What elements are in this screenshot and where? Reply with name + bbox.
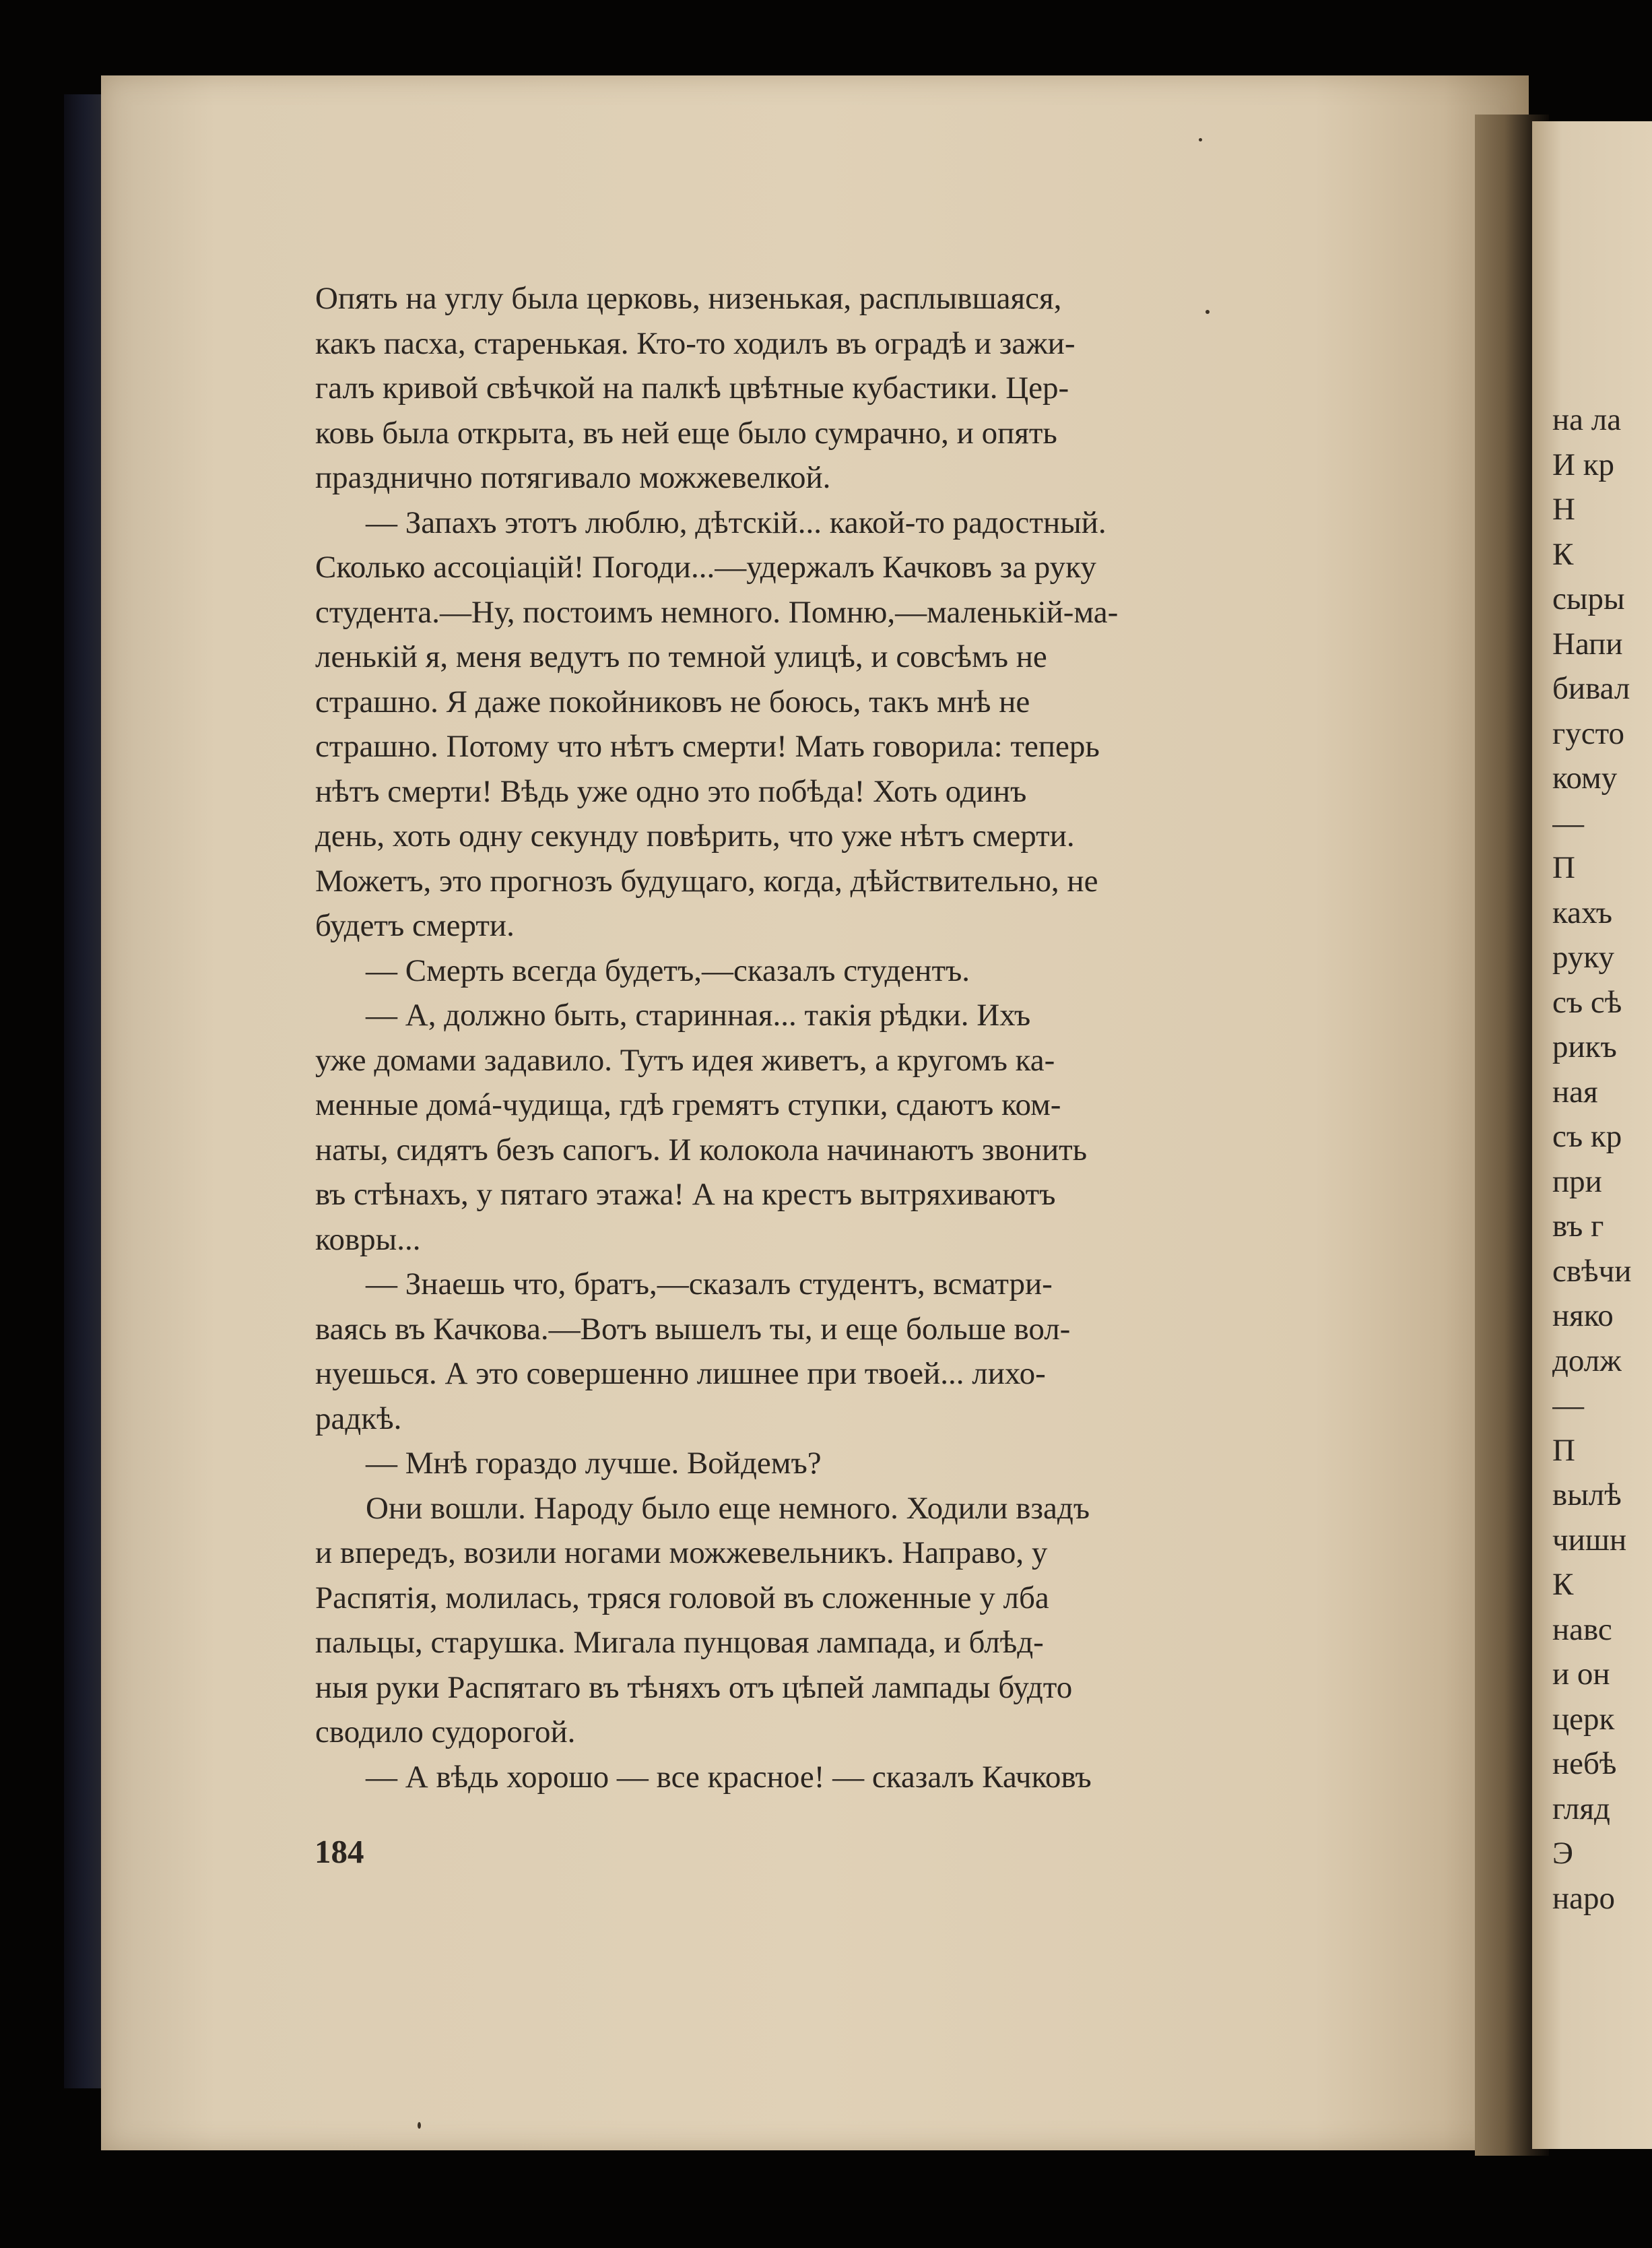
text-line: Они вошли. Народу было еще немного. Ходили взадъ — [366, 1490, 1090, 1526]
facing-text-line: И кр — [1552, 447, 1615, 482]
facing-text-line: рикъ — [1552, 1029, 1617, 1064]
facing-text-line: въ г — [1552, 1209, 1604, 1244]
facing-text-line: сыры — [1552, 581, 1625, 616]
text-line: Распятія, молилась, тряся головой въ сложенные у лба — [315, 1580, 1049, 1615]
facing-text-line: долж — [1552, 1343, 1622, 1378]
text-line: студента.—Ну, постоимъ немного. Помню,—маленькій-ма- — [315, 594, 1119, 630]
page-number: 184 — [315, 1833, 364, 1870]
facing-text-line: К — [1552, 536, 1574, 572]
facing-text-line: вылѣ — [1552, 1477, 1622, 1512]
text-line: ленькій я, меня ведутъ по темной улицѣ, и совсѣмъ не — [315, 639, 1047, 674]
facing-text-line: бивал — [1552, 671, 1630, 706]
paper-speck — [418, 2122, 421, 2129]
facing-text-line: К — [1552, 1567, 1574, 1602]
text-line: радкѣ. — [315, 1401, 402, 1436]
paper-speck — [1199, 138, 1202, 141]
facing-text-line: ная — [1552, 1074, 1598, 1110]
text-line: день, хоть одну секунду повѣрить, что уже нѣтъ смерти. — [315, 818, 1075, 854]
facing-text-line: при — [1552, 1163, 1602, 1199]
text-line: въ стѣнахъ, у пятаго этажа! А на крестъ вытряхиваютъ — [315, 1177, 1056, 1212]
facing-text-line: кахъ — [1552, 895, 1612, 930]
facing-text-line: гляд — [1552, 1791, 1610, 1826]
facing-text-line: П — [1552, 1432, 1575, 1468]
facing-text-line: чишн — [1552, 1522, 1627, 1557]
text-line: Можетъ, это прогнозъ будущаго, когда, дѣйствительно, не — [315, 863, 1098, 899]
facing-text-line: П — [1552, 850, 1575, 885]
facing-text-line: Э — [1552, 1836, 1574, 1871]
text-line: — Мнѣ гораздо лучше. Войдемъ? — [366, 1446, 822, 1481]
text-line: Сколько ассоціацій! Погоди...—удержалъ Качковъ за руку — [315, 550, 1096, 585]
facing-text-line: Напи — [1552, 626, 1623, 662]
text-line: страшно. Я даже покойниковъ не боюсь, такъ мнѣ не — [315, 684, 1030, 719]
facing-text-line: наро — [1552, 1880, 1616, 1916]
page-text — [315, 276, 1436, 1799]
text-line: — А вѣдь хорошо — все красное! — сказалъ Качковъ — [366, 1759, 1092, 1795]
text-line: ковры... — [315, 1221, 421, 1257]
facing-text-line: съ сѣ — [1552, 984, 1622, 1020]
text-line: ныя руки Распятаго въ тѣняхъ отъ цѣпей лампады будто — [315, 1669, 1073, 1705]
text-line: празднично потягивало можжевелкой. — [315, 460, 831, 495]
facing-text-line: руку — [1552, 940, 1615, 975]
text-line: нуешься. А это совершенно лишнее при твоей... лихо- — [315, 1356, 1046, 1391]
text-line: — Запахъ этотъ люблю, дѣтскій... какой-то радостный. — [366, 505, 1106, 540]
text-line: сводило судорогой. — [315, 1714, 576, 1749]
text-line: страшно. Потому что нѣтъ смерти! Мать говорила: теперь — [315, 729, 1100, 764]
facing-text-line: кому — [1552, 761, 1618, 796]
facing-text-line: Н — [1552, 492, 1575, 527]
facing-text-line: няко — [1552, 1298, 1614, 1333]
facing-text-line: — — [1552, 1388, 1584, 1423]
text-line: наты, сидятъ безъ сапогъ. И колокола начинаютъ звонить — [315, 1132, 1088, 1167]
text-line: Опять на углу была церковь, низенькая, расплывшаяся, — [315, 281, 1062, 316]
facing-text-line: и он — [1552, 1657, 1610, 1692]
facing-text-line: съ кр — [1552, 1119, 1622, 1154]
text-line: нѣтъ смерти! Вѣдь уже одно это побѣда! Хоть одинъ — [315, 773, 1027, 809]
facing-text-line: небѣ — [1552, 1746, 1617, 1781]
facing-text-line: — — [1552, 805, 1584, 841]
text-line: галъ кривой свѣчкой на палкѣ цвѣтные кубастики. Цер- — [315, 371, 1069, 406]
text-line: — А, должно быть, старинная... такія рѣдки. Ихъ — [366, 998, 1031, 1033]
text-line: — Знаешь что, братъ,—сказалъ студентъ, всматри- — [366, 1266, 1053, 1302]
facing-text-line: густо — [1552, 715, 1625, 751]
text-line: уже домами задавило. Тутъ идея живетъ, а кругомъ ка- — [315, 1042, 1055, 1078]
facing-page-text — [1552, 397, 1652, 1921]
facing-text-line: навс — [1552, 1611, 1612, 1647]
facing-text-line: свѣчи — [1552, 1253, 1632, 1289]
text-line: менные домá-чудища, гдѣ гремятъ ступки, сдаютъ ком- — [315, 1087, 1061, 1122]
text-line: ваясь въ Качкова.—Вотъ вышелъ ты, и еще больше вол- — [315, 1311, 1071, 1347]
facing-text-line: церк — [1552, 1701, 1615, 1737]
paper-speck — [1205, 310, 1210, 314]
facing-page — [1532, 121, 1652, 2149]
text-line: будетъ смерти. — [315, 908, 515, 943]
text-line: — Смерть всегда будетъ,—сказалъ студентъ. — [366, 953, 970, 988]
text-line: какъ пасха, старенькая. Кто-то ходилъ въ оградѣ и зажи- — [315, 325, 1076, 361]
text-line: пальцы, старушка. Мигала пунцовая лампада, и блѣд- — [315, 1625, 1044, 1660]
text-line: и впередъ, возили ногами можжевельникъ. Направо, у — [315, 1535, 1048, 1570]
text-line: ковь была открыта, въ ней еще было сумрачно, и опять — [315, 415, 1057, 451]
facing-text-line: на ла — [1552, 402, 1622, 437]
